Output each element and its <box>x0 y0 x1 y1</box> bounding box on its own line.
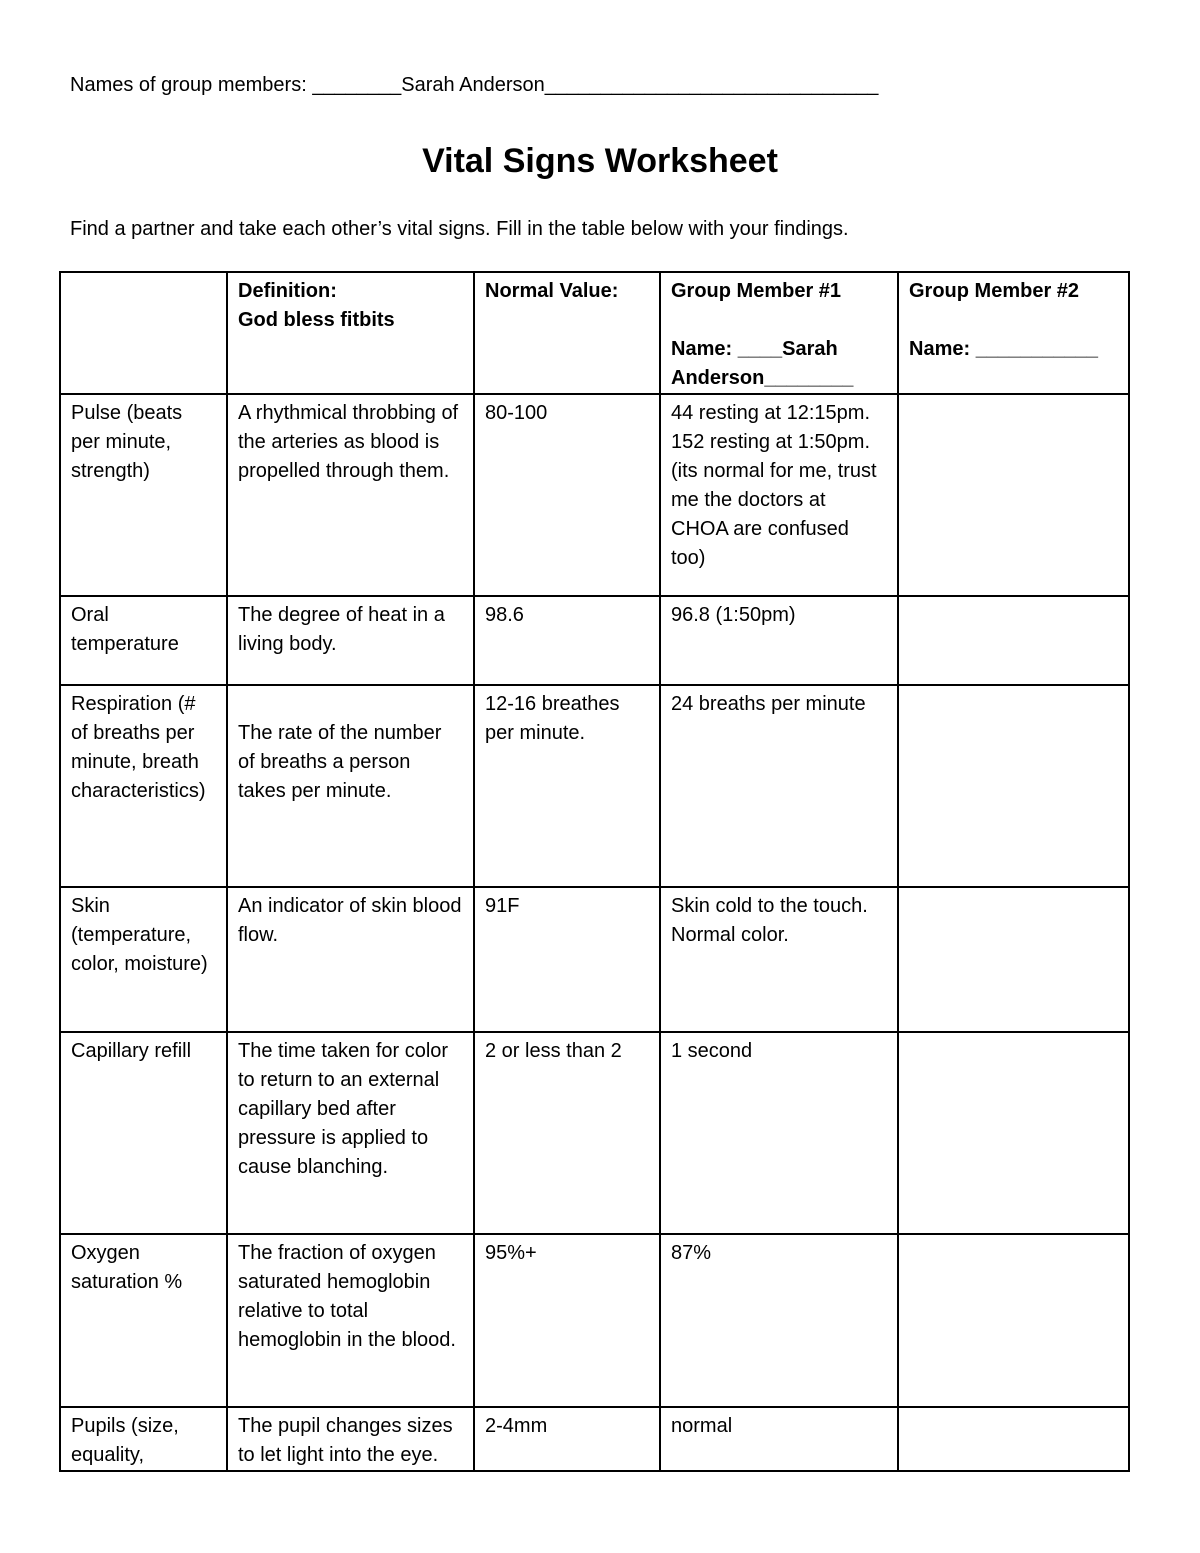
normal-value-cell: 98.6 <box>474 596 660 685</box>
member1-cell: normal <box>660 1407 898 1471</box>
instructions-text: Find a partner and take each other’s vital signs. Fill in the table below with your findings. <box>70 218 849 240</box>
table-header-row <box>60 272 1129 394</box>
table-row <box>60 1032 1129 1234</box>
member2-cell <box>898 685 1129 887</box>
normal-value-cell: 91F <box>474 887 660 1032</box>
definition-cell: The pupil changes sizes to let light into the eye. <box>227 1407 474 1471</box>
header-normal-value-cell: Normal Value: <box>474 272 660 394</box>
normal-value-cell: 2-4mm <box>474 1407 660 1471</box>
sign-cell: Capillary refill <box>60 1032 227 1234</box>
member1-cell: 87% <box>660 1234 898 1407</box>
member1-cell: Skin cold to the touch. Normal color. <box>660 887 898 1032</box>
definition-cell <box>227 685 474 887</box>
normal-value-cell: 80-100 <box>474 394 660 596</box>
vital-signs-table <box>59 271 1130 1472</box>
table-row <box>60 887 1129 1032</box>
member2-cell <box>898 1032 1129 1234</box>
definition-cell: A rhythmical throbbing of the arteries as blood is propelled through them. <box>227 394 474 596</box>
header-member1-cell <box>660 272 898 394</box>
member1-cell: 96.8 (1:50pm) <box>660 596 898 685</box>
header-definition-note: God bless fitbits <box>238 309 395 331</box>
normal-value-cell: 95%+ <box>474 1234 660 1407</box>
header-definition-cell <box>227 272 474 394</box>
definition-cell: The fraction of oxygen saturated hemoglobin relative to total hemoglobin in the blood. <box>227 1234 474 1407</box>
member2-cell <box>898 1407 1129 1471</box>
member1-cell: 1 second <box>660 1032 898 1234</box>
member2-cell <box>898 887 1129 1032</box>
sign-cell: Oral temperature <box>60 596 227 685</box>
definition-cell: The time taken for color to return to an external capillary bed after pressure is applied to cause blanching. <box>227 1032 474 1234</box>
header-member1-name: Name: ____Sarah Anderson________ <box>671 338 854 389</box>
sign-cell: Respiration (# of breaths per minute, breath characteristics) <box>60 685 227 887</box>
member2-cell <box>898 394 1129 596</box>
table-row <box>60 1234 1129 1407</box>
definition-cell: The degree of heat in a living body. <box>227 596 474 685</box>
group-members-line: Names of group members: ________Sarah Anderson______________________________ <box>70 74 879 96</box>
definition-cell: An indicator of skin blood flow. <box>227 887 474 1032</box>
sign-cell: Pupils (size, equality, <box>60 1407 227 1471</box>
table-row <box>60 685 1129 887</box>
header-member1-title: Group Member #1 <box>671 280 842 302</box>
table-row <box>60 596 1129 685</box>
sign-cell: Oxygen saturation % <box>60 1234 227 1407</box>
table-row <box>60 1407 1129 1471</box>
definition-text: The rate of the number of breaths a person takes per minute. <box>238 722 442 802</box>
page-title: Vital Signs Worksheet <box>422 142 778 180</box>
header-member2-cell <box>898 272 1129 394</box>
header-blank-cell <box>60 272 227 394</box>
member1-cell: 24 breaths per minute <box>660 685 898 887</box>
sign-cell: Skin (temperature, color, moisture) <box>60 887 227 1032</box>
header-member2-name: Name: ___________ <box>909 338 1099 360</box>
sign-cell: Pulse (beats per minute, strength) <box>60 394 227 596</box>
header-definition-label: Definition: <box>238 280 337 302</box>
member2-cell <box>898 1234 1129 1407</box>
normal-value-cell: 12-16 breathes per minute. <box>474 685 660 887</box>
header-member2-title: Group Member #2 <box>909 280 1080 302</box>
normal-value-cell: 2 or less than 2 <box>474 1032 660 1234</box>
member2-cell <box>898 596 1129 685</box>
member1-cell: 44 resting at 12:15pm. 152 resting at 1:50pm. (its normal for me, trust me the doctors at CHOA are confused too) <box>660 394 898 596</box>
table-row <box>60 394 1129 596</box>
